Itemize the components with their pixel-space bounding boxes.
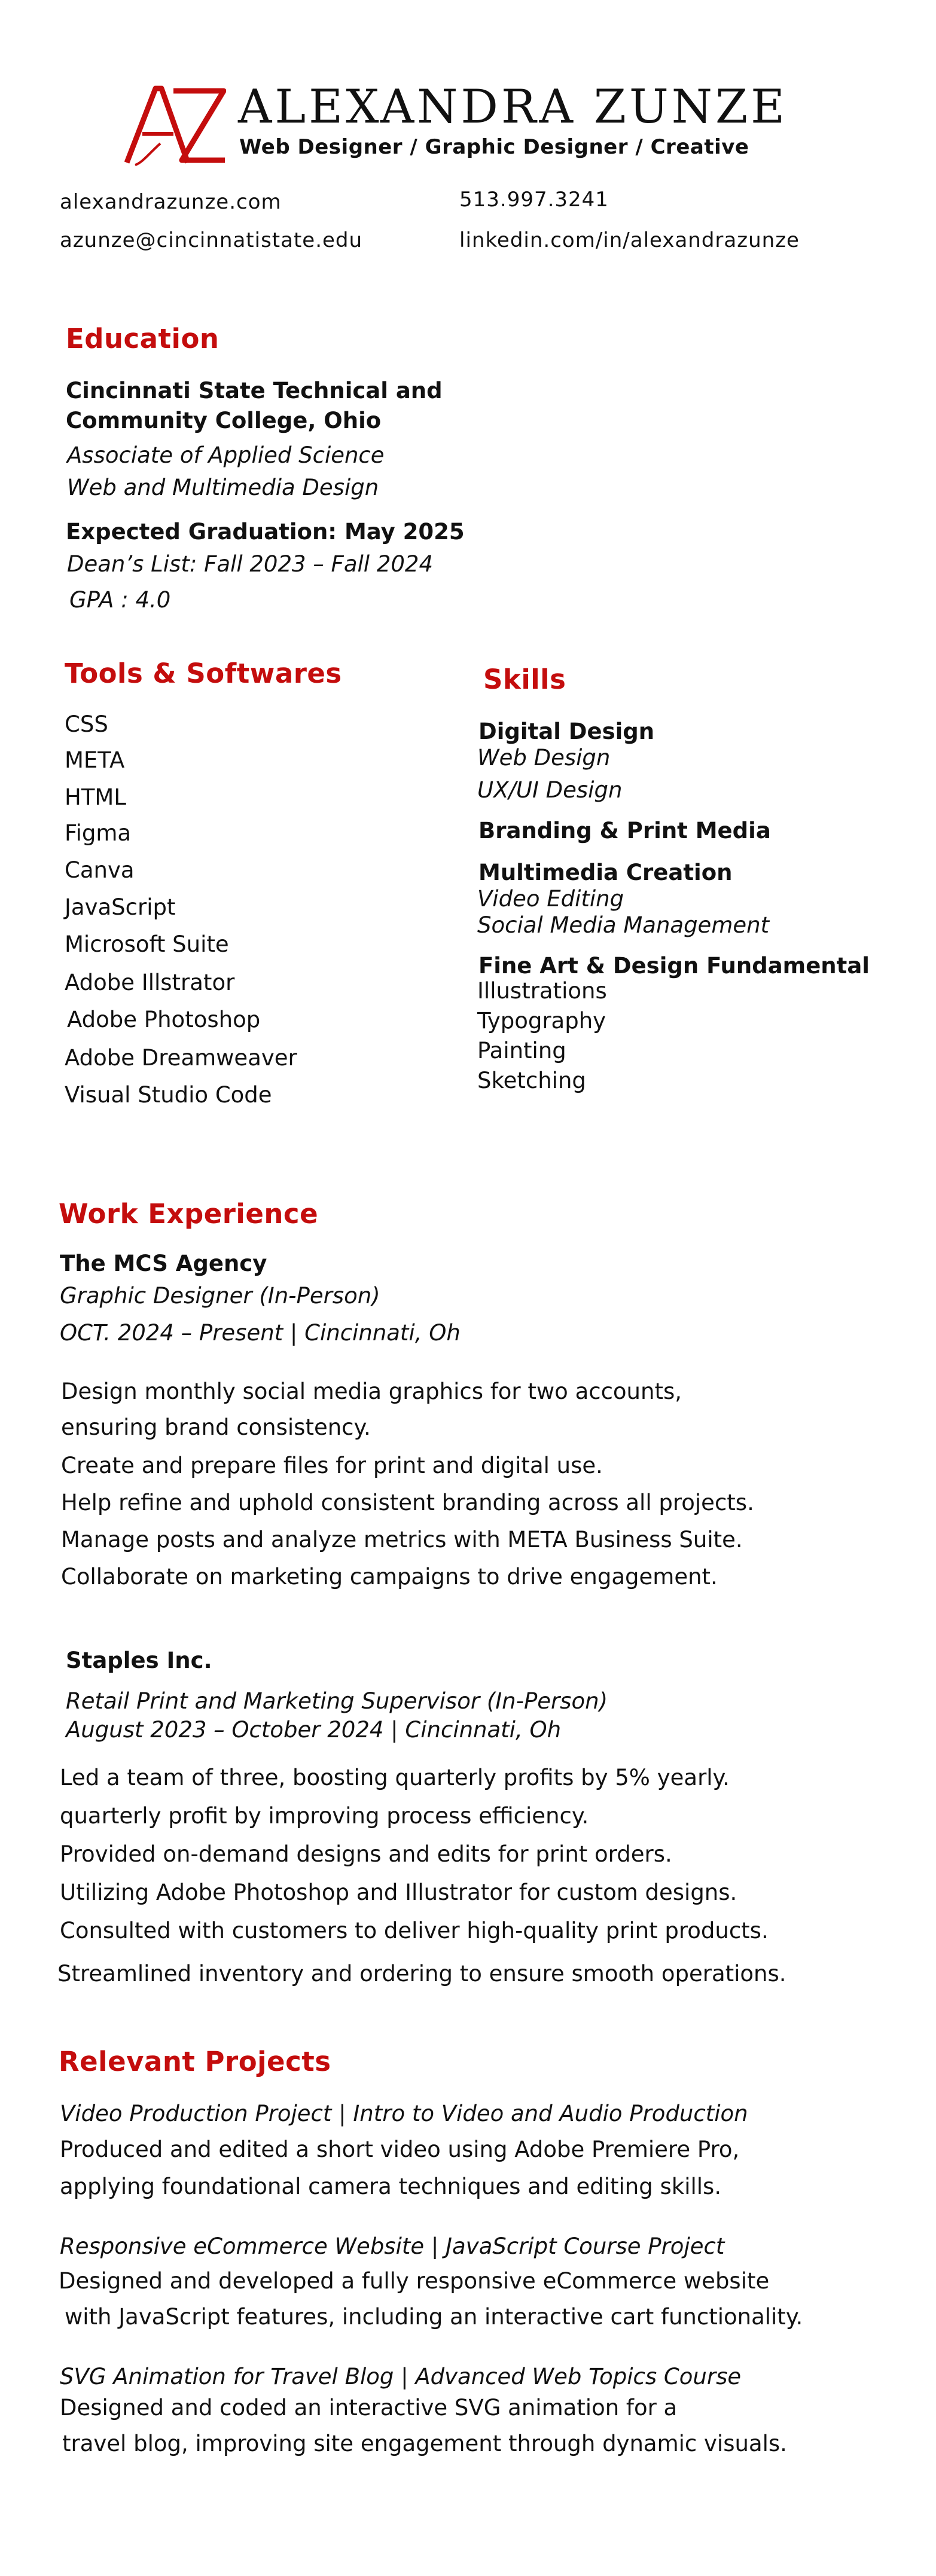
tool-item: Adobe Dreamweaver (65, 1045, 297, 1071)
skill-sketching: Sketching (477, 1068, 586, 1093)
tool-item: Visual Studio Code (65, 1082, 272, 1108)
tool-item: Adobe Photoshop (67, 1007, 261, 1032)
deans-list: Dean’s List: Fall 2023 – Fall 2024 (67, 551, 433, 577)
education-heading: Education (66, 323, 219, 355)
job-bullet: Utilizing Adobe Photoshop and Illustrator for custom designs. (60, 1880, 737, 1905)
skill-illustrations: Illustrations (477, 978, 607, 1004)
gpa: GPA : 4.0 (69, 587, 171, 613)
job-bullet: ensuring brand consistency. (61, 1414, 371, 1440)
job-bullet: Manage posts and analyze metrics with META Business Suite. (61, 1527, 743, 1553)
full-name: ALEXANDRA ZUNZE (238, 80, 788, 134)
skill-category-multimedia: Multimedia Creation (478, 860, 733, 885)
project-description: with JavaScript features, including an interactive cart functionality. (65, 2304, 803, 2330)
job-dates: OCT. 2024 – Present | Cincinnati, Oh (60, 1320, 461, 1346)
program: Web and Multimedia Design (67, 475, 379, 500)
skill-category-digital-design: Digital Design (478, 719, 655, 744)
job-bullet: Provided on-demand designs and edits for print orders. (60, 1841, 672, 1867)
tool-item: Canva (65, 857, 135, 883)
skill-typography: Typography (477, 1008, 606, 1034)
tool-item: HTML (65, 784, 126, 810)
degree: Associate of Applied Science (67, 442, 385, 468)
job-bullet: Streamlined inventory and ordering to ensure smooth operations. (57, 1961, 786, 1987)
tool-item: META (65, 747, 125, 773)
project-description: travel blog, improving site engagement through dynamic visuals. (62, 2431, 787, 2456)
project-description: applying foundational camera techniques and editing skills. (60, 2174, 722, 2199)
project-description: Produced and edited a short video using Adobe Premiere Pro, (60, 2137, 740, 2162)
skills-heading: Skills (483, 664, 566, 695)
job-bullet: Help refine and uphold consistent branding across all projects. (61, 1490, 754, 1515)
job-title: Retail Print and Marketing Supervisor (In-Person) (66, 1688, 608, 1714)
linkedin-link[interactable]: linkedin.com/in/alexandrazunze (459, 228, 800, 252)
projects-heading: Relevant Projects (59, 2046, 331, 2077)
job-title: Graphic Designer (In-Person) (60, 1283, 380, 1309)
skill-category-branding: Branding & Print Media (478, 818, 771, 844)
website-link[interactable]: alexandrazunze.com (60, 190, 282, 214)
tool-item: Adobe Illstrator (65, 970, 235, 995)
email-link[interactable]: azunze@cincinnatistate.edu (60, 228, 363, 252)
tools-heading: Tools & Softwares (65, 658, 342, 689)
school-name-line2: Community College, Ohio (66, 408, 382, 433)
project-title: Responsive eCommerce Website | JavaScript Course Project (60, 2233, 725, 2259)
job-bullet: Collaborate on marketing campaigns to drive engagement. (61, 1564, 718, 1590)
tool-item: Microsoft Suite (65, 931, 229, 957)
job-bullet: Create and prepare files for print and digital use. (61, 1453, 603, 1478)
skill-web-design: Web Design (477, 745, 611, 771)
skill-category-fine-art: Fine Art & Design Fundamental (478, 953, 870, 979)
tool-item: CSS (65, 711, 108, 737)
tool-item: JavaScript (65, 894, 176, 920)
project-description: Designed and coded an interactive SVG animation for a (60, 2395, 678, 2421)
phone-number[interactable]: 513.997.3241 (459, 188, 609, 212)
az-logo (124, 84, 226, 167)
skill-video-editing: Video Editing (477, 886, 624, 912)
project-description: Designed and developed a fully responsive eCommerce website (59, 2268, 770, 2294)
tool-item: Figma (65, 820, 132, 846)
job-bullet: quarterly profit by improving process efficiency. (60, 1803, 589, 1829)
job-bullet: Consulted with customers to deliver high-quality print products. (60, 1918, 769, 1944)
skill-painting: Painting (477, 1038, 566, 1064)
graduation-date: Expected Graduation: May 2025 (66, 519, 465, 545)
project-title: Video Production Project | Intro to Video and Audio Production (60, 2101, 748, 2126)
work-heading: Work Experience (59, 1198, 319, 1230)
skill-social-media: Social Media Management (477, 912, 770, 938)
job-company: Staples Inc. (66, 1648, 212, 1673)
job-bullet: Led a team of three, boosting quarterly profits by 5% yearly. (60, 1765, 730, 1790)
project-title: SVG Animation for Travel Blog | Advanced Web Topics Course (60, 2364, 742, 2389)
school-name-line1: Cincinnati State Technical and (66, 378, 443, 404)
skill-uxui-design: UX/UI Design (477, 777, 623, 803)
tagline: Web Designer / Graphic Designer / Creative (239, 135, 749, 159)
job-company: The MCS Agency (60, 1251, 267, 1276)
job-bullet: Design monthly social media graphics for two accounts, (61, 1379, 682, 1404)
job-dates: August 2023 – October 2024 | Cincinnati, Oh (66, 1717, 562, 1743)
